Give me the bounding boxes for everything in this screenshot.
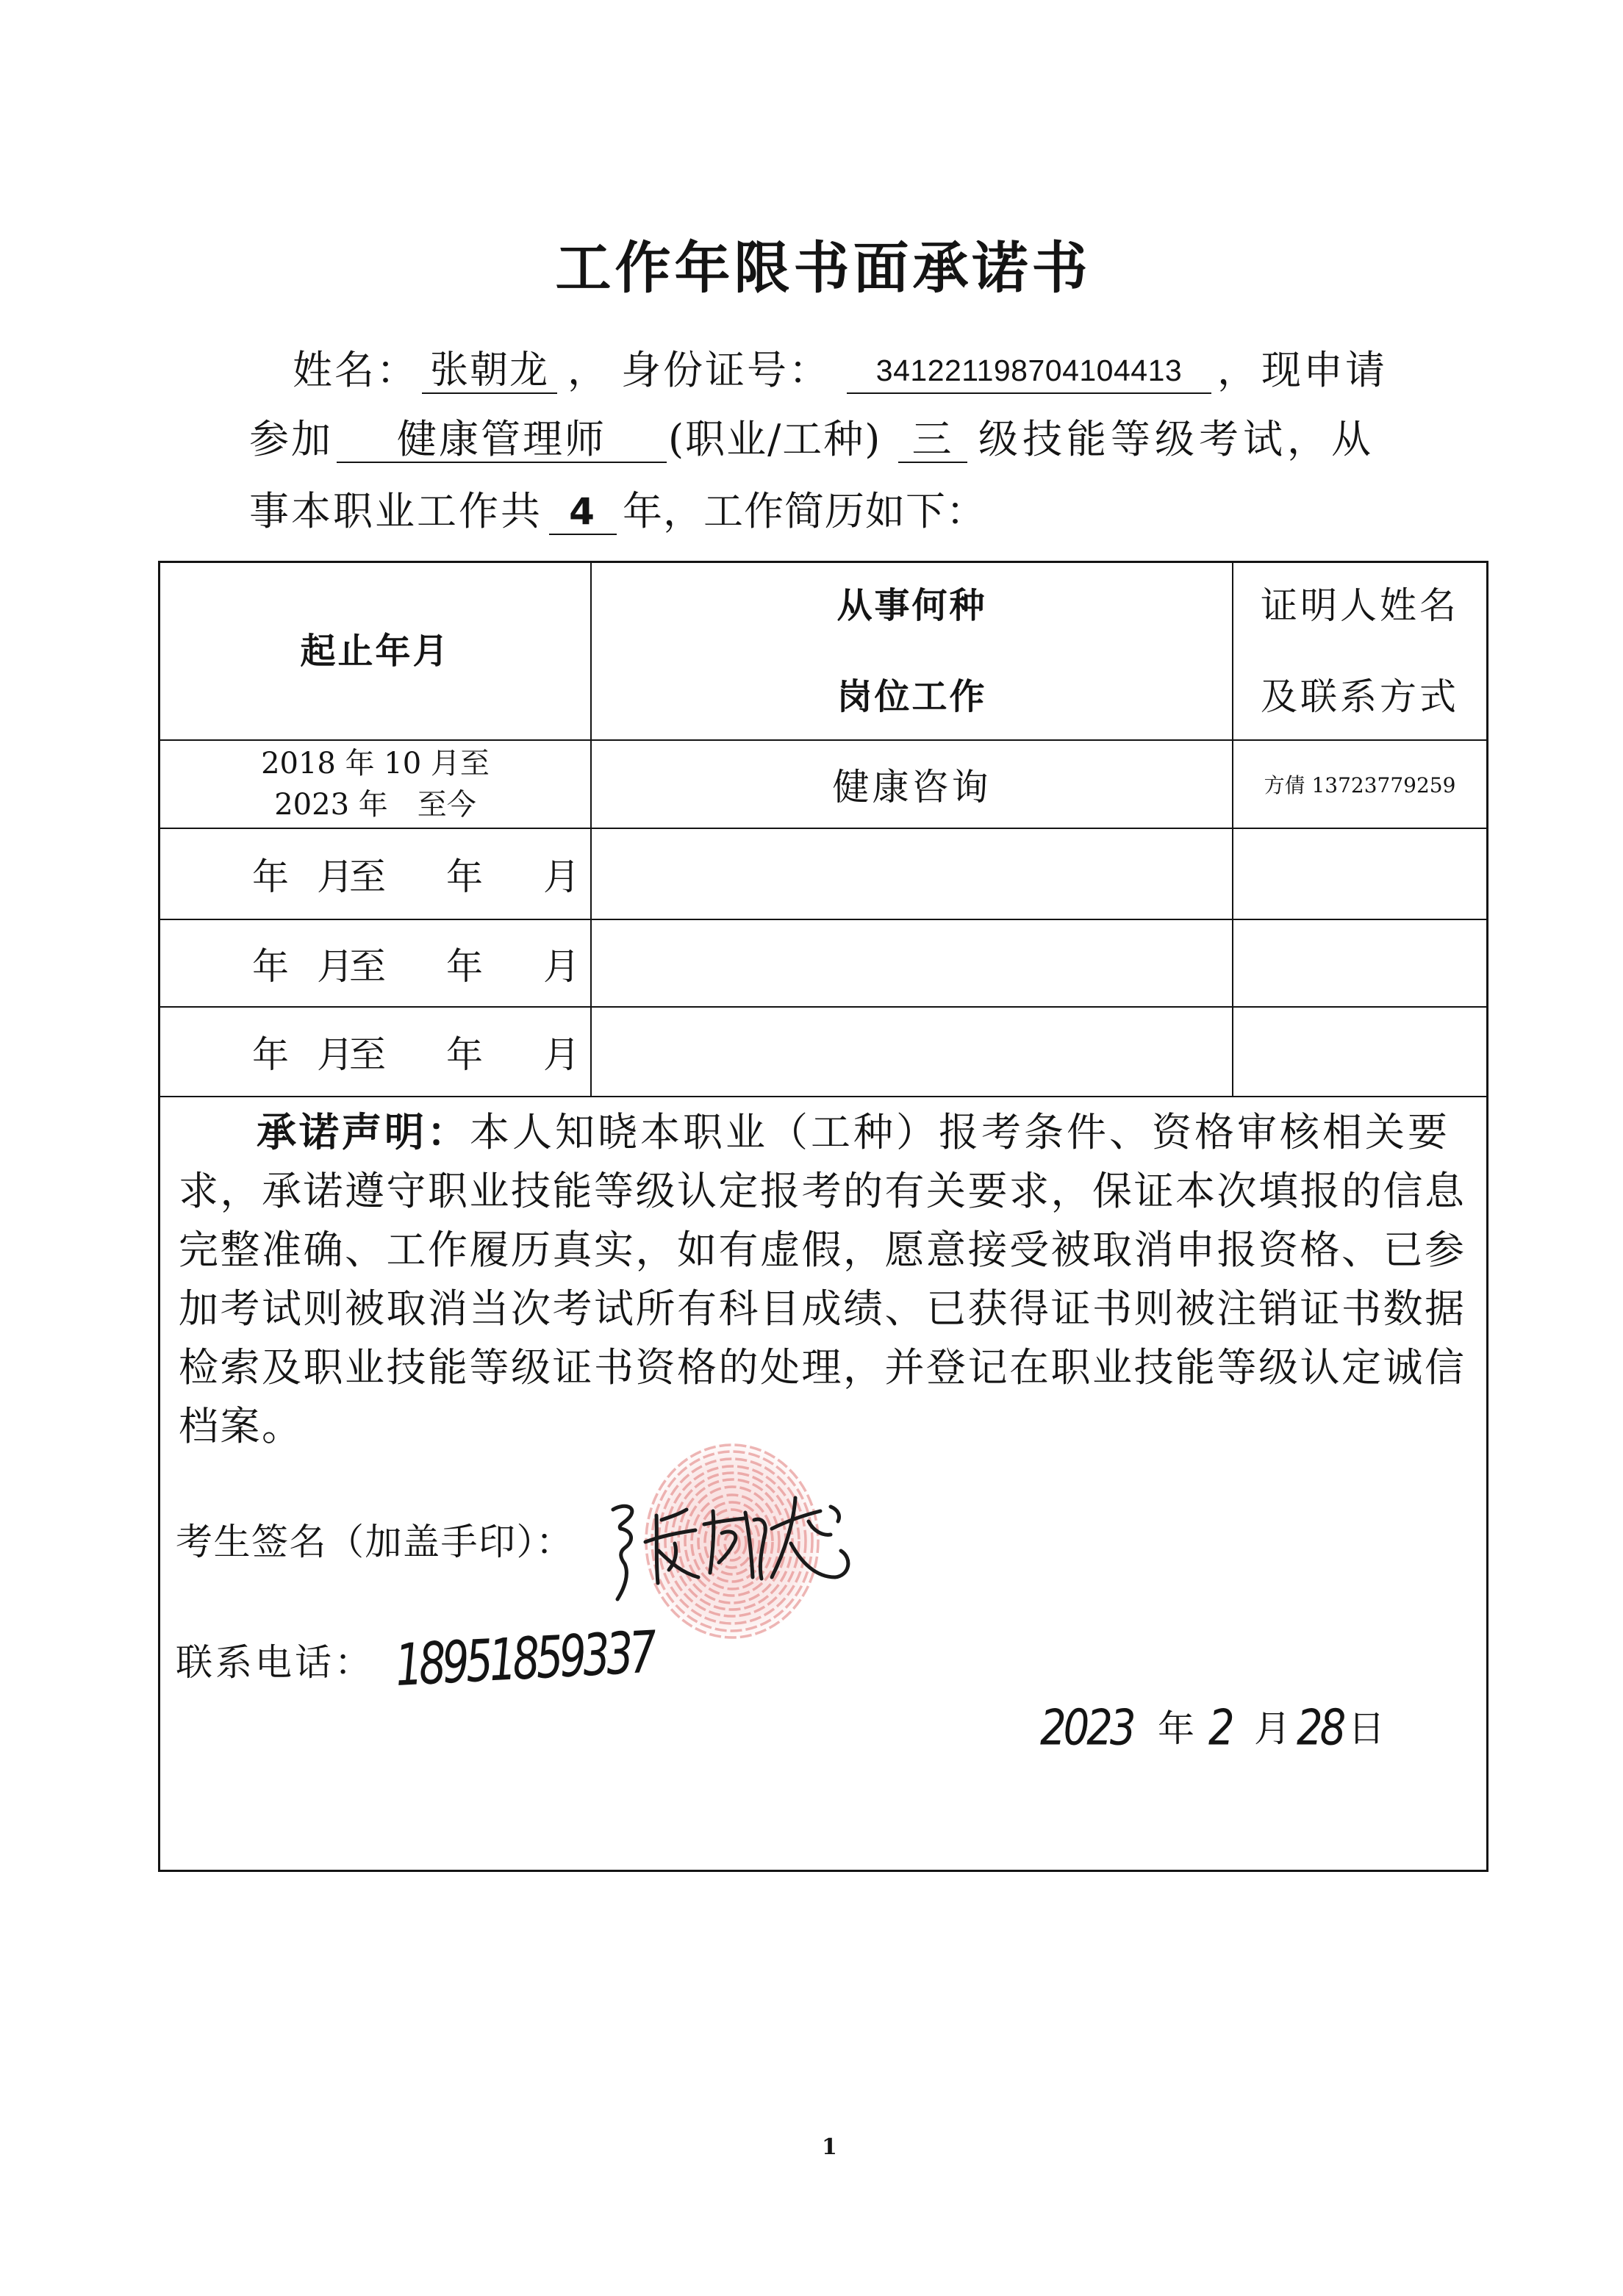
name-field: 张朝龙	[422, 347, 557, 394]
period-end: 2023 年 至今	[274, 788, 476, 822]
work-years-text: 事本职业工作共	[249, 488, 542, 534]
period-placeholder: 年 月至 年 月	[252, 1033, 576, 1076]
table-row-4-period	[160, 1008, 592, 1096]
commitment-statement	[179, 1103, 1466, 1456]
work-years-field: 4	[549, 488, 617, 535]
period-placeholder: 年 月至 年 月	[252, 944, 576, 988]
table-row-4-position	[592, 1008, 1233, 1096]
table-row-1-witness	[1233, 741, 1486, 829]
skill-level-field: 三	[898, 416, 967, 463]
header-period-cell	[160, 563, 592, 741]
work-history-table	[158, 561, 1488, 1096]
table-row-3-witness	[1233, 920, 1486, 1008]
statement-line: 档案。	[179, 1403, 304, 1449]
participate-text: 参加	[249, 416, 333, 462]
header-position-line1: 从事何种	[836, 585, 987, 626]
page-number: 1	[822, 2134, 837, 2160]
date-year: 2023	[1040, 1699, 1133, 1757]
id-number-field: 341221198704104413	[847, 347, 1211, 394]
statement-heading: 承诺声明：	[257, 1109, 470, 1155]
apply-text: 现申请	[1261, 347, 1387, 393]
exam-text: 级技能等级考试，从	[978, 416, 1375, 462]
date-month-unit: 月	[1254, 1707, 1291, 1750]
position-value: 健康咨询	[832, 766, 992, 808]
table-row-3-position	[592, 920, 1233, 1008]
header-witness-cell	[1233, 563, 1486, 741]
statement-line	[179, 1103, 1466, 1162]
period-placeholder: 年 月至 年 月	[252, 855, 576, 898]
header-witness-line1: 证明人姓名	[1261, 584, 1459, 627]
table-row-1-position	[592, 741, 1233, 829]
phone-number-handwritten: 18951859337	[393, 1618, 655, 1699]
statement-text: 本人知晓本职业（工种）报考条件、资格审核相关要	[470, 1109, 1450, 1155]
statement-line: 检索及职业技能等级证书资格的处理，并登记在职业技能等级认定诚信	[179, 1344, 1466, 1391]
phone-label: 联系电话：	[176, 1641, 374, 1684]
fingerprint-stamp	[644, 1443, 820, 1640]
date-month: 2	[1208, 1699, 1232, 1757]
date-year-unit: 年	[1158, 1707, 1194, 1750]
occupation-field: 健康管理师	[337, 416, 667, 463]
table-row-2-position	[592, 829, 1233, 920]
table-row-1-period	[160, 741, 592, 829]
occupation-suffix: (职业/工种)	[668, 416, 882, 462]
document-title: 工作年限书面承诺书	[555, 235, 1092, 301]
statement-line: 加考试则被取消当次考试所有科目成绩、已获得证书则被注销证书数据	[179, 1285, 1466, 1332]
table-row-4-witness	[1233, 1008, 1486, 1096]
table-row-2-witness	[1233, 829, 1486, 920]
signature-label: 考生签名（加盖手印）：	[176, 1521, 574, 1563]
comma-separator: ，	[1217, 347, 1259, 393]
statement-line: 完整准确、工作履历真实，如有虚假，愿意接受被取消申报资格、已参	[179, 1227, 1466, 1273]
header-period: 起止年月	[300, 631, 451, 672]
resume-intro-text: 年，工作简历如下：	[623, 488, 986, 534]
name-label: 姓名：	[293, 347, 418, 393]
commitment-statement-box	[158, 1096, 1488, 1872]
date-day: 28	[1297, 1699, 1344, 1757]
header-witness-line2: 及联系方式	[1261, 675, 1459, 718]
statement-line: 求，承诺遵守职业技能等级认定报考的有关要求，保证本次填报的信息	[179, 1168, 1466, 1214]
table-row-2-period	[160, 829, 592, 920]
period-start: 2018 年 10 月至	[261, 747, 490, 781]
comma-separator: ，	[567, 347, 609, 393]
id-number-label: 身份证号：	[621, 347, 831, 393]
date-day-unit: 日	[1348, 1707, 1385, 1750]
header-position-line2: 岗位工作	[836, 676, 987, 717]
witness-value: 方倩 13723779259	[1264, 773, 1456, 797]
header-position-cell	[592, 563, 1233, 741]
table-row-3-period	[160, 920, 592, 1008]
